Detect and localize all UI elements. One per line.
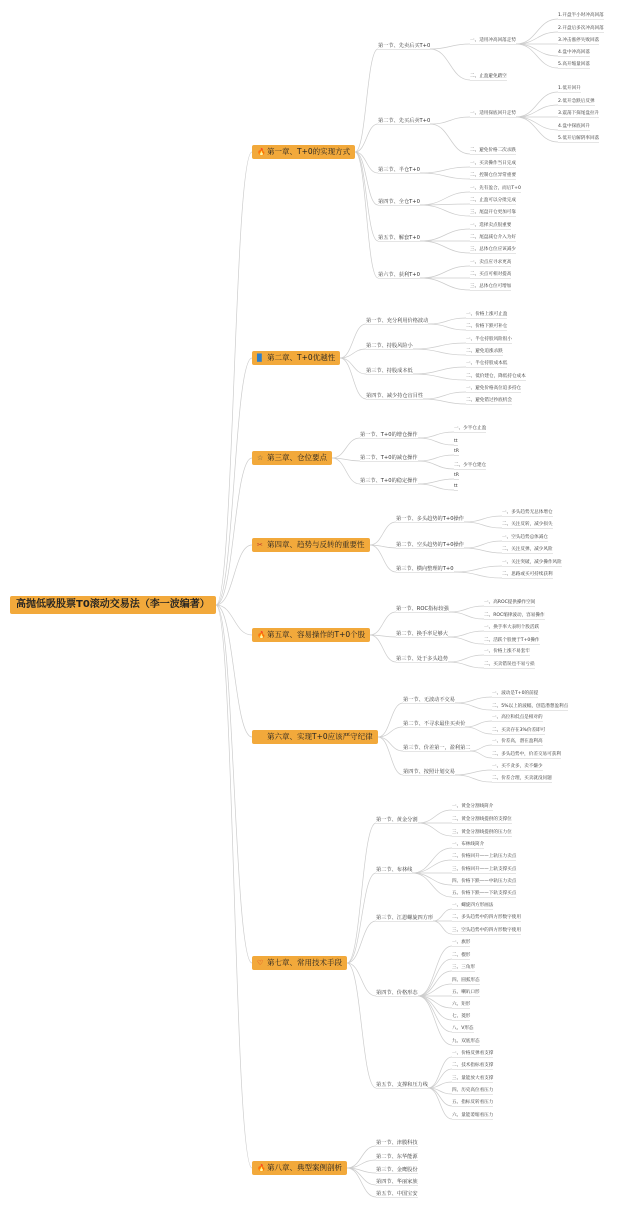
node-label: 第二节、不寻求最佳买卖价 [403, 720, 466, 727]
leaf-node [558, 27, 604, 32]
node-label: 第三节、横向整理的T+0 [396, 565, 454, 572]
node-label: 一、关注突破，减少操作风险 [502, 559, 562, 565]
node-label: tR [454, 472, 459, 478]
subtopic-node [484, 663, 535, 668]
node-label: 二、控制仓位异常重要 [470, 172, 516, 178]
node-label: 一、波动是T+0的前提 [492, 690, 539, 696]
section-node [376, 1141, 418, 1146]
node-label: 二、关注反转，减少损失 [502, 521, 553, 527]
subtopic-node [502, 548, 553, 553]
subtopic-node [452, 818, 512, 823]
section-node [396, 607, 449, 612]
node-label: 第二节、T+0的减仓操作 [360, 454, 418, 461]
node-label: 一、布林线简介 [452, 841, 485, 847]
subtopic-node [452, 843, 484, 848]
node-label: 一、多头趋势无总体增仓 [502, 509, 553, 515]
node-label: 第四节、华丽家族 [376, 1178, 418, 1185]
subtopic-node [470, 224, 511, 229]
node-label: 一、选择卖点很重要 [470, 222, 512, 228]
node-label: 1.开盘半小时冲高回落 [558, 12, 604, 18]
node-label: 1.低开回升 [558, 85, 581, 91]
root-node [10, 596, 216, 614]
chapter-node [252, 538, 370, 552]
subtopic-node [492, 716, 543, 721]
subtopic-node [470, 236, 516, 241]
subtopic-node [502, 561, 562, 566]
node-label: 二、买卖存在3%价差即可 [492, 727, 546, 733]
node-label: 一、空头趋势总体减仓 [502, 534, 548, 540]
subtopic-node [492, 692, 538, 697]
node-label: 5.高开缩量回落 [558, 61, 590, 67]
subtopic-node [452, 916, 521, 921]
section-node [378, 119, 430, 124]
node-label: 一、高位和低点是相对的 [492, 714, 543, 720]
section-node [366, 344, 413, 349]
node-label: 二、楔形 [452, 952, 471, 958]
heart-icon: ♡ [257, 959, 264, 967]
node-label: 一、换手率大表明个股活跃 [484, 624, 540, 630]
subtopic-node [470, 261, 511, 266]
subtopic-node [452, 966, 475, 971]
node-label: 二、买卖错误也不易亏损 [484, 661, 535, 667]
node-label: 二、少半仓建仓 [454, 462, 487, 468]
subtopic-node [502, 536, 548, 541]
subtopic-node [470, 187, 521, 192]
node-label: 第二节、空头趋势的T+0操作 [396, 541, 464, 548]
section-node [376, 868, 412, 873]
node-label: 第四章、趋势与反转的重要性 [267, 540, 365, 549]
subtopic-node [454, 464, 486, 469]
node-label: 一、避免价格高位追多持仓 [466, 385, 522, 391]
node-label: 第一节、充分利用价格波动 [366, 317, 429, 324]
section-node [396, 632, 448, 637]
section-node [378, 273, 420, 278]
node-label: 二、5%以上的波幅，创造潜想盈利点 [492, 703, 569, 709]
subtopic-node [492, 765, 543, 770]
node-label: 二、关注反弹，减少风险 [502, 546, 553, 552]
node-label: 三、量能放大看支撑 [452, 1075, 494, 1081]
section-node [403, 698, 455, 703]
node-label: 三、三角形 [452, 964, 475, 970]
subtopic-node [466, 350, 503, 355]
section-node [396, 543, 464, 548]
chapter-node [252, 730, 378, 744]
node-label: 第一节、津膜科技 [376, 1139, 418, 1146]
section-node [366, 394, 423, 399]
subtopic-node [470, 75, 507, 80]
node-label: 第二节、换手率足够大 [396, 630, 448, 637]
section-node [360, 479, 418, 484]
node-label: 二、价格下跌可补仓 [466, 323, 508, 329]
node-label: 3.震荡下探尾盘拉升 [558, 110, 600, 116]
sun-icon: ☀ [257, 733, 264, 741]
node-label: 一、适用探底回升走势 [470, 110, 516, 116]
subtopic-node [452, 979, 480, 984]
section-node [403, 746, 470, 751]
subtopic-node [492, 740, 543, 745]
node-label: 第三节、T+0的稳定操作 [360, 477, 418, 484]
node-label: 二、黄金分割线提供的支撑位 [452, 816, 512, 822]
subtopic-node [470, 174, 516, 179]
subtopic-node [452, 1027, 474, 1032]
chapter-node [252, 628, 370, 642]
leaf-node [558, 137, 599, 142]
node-label: 五、价格下跌——下轨支撑买点 [452, 890, 517, 896]
node-label: 2.开盘后多次冲高回落 [558, 25, 604, 31]
subtopic-node [454, 450, 459, 455]
subtopic-node [452, 805, 493, 810]
subtopic-node [470, 39, 516, 44]
subtopic-node [492, 729, 545, 734]
node-label: 三、尾盘开仓更加可靠 [470, 209, 516, 215]
node-label: 4.盘中冲高回落 [558, 49, 590, 55]
node-label: 一、买卖操作当日完成 [470, 160, 516, 166]
section-node [378, 200, 420, 205]
subtopic-node [502, 573, 553, 578]
subtopic-node [502, 523, 553, 528]
section-node [378, 168, 420, 173]
subtopic-node [492, 777, 552, 782]
node-label: 一、旗形 [452, 939, 471, 945]
section-node [396, 567, 454, 572]
node-label: 第一节、ROC指标较强 [396, 605, 449, 612]
node-label: 三、价格回升——上轨支撑买点 [452, 866, 517, 872]
node-label: tt [454, 438, 458, 444]
section-node [396, 517, 464, 522]
node-label: 第八章、典型案例剖析 [267, 1163, 342, 1172]
flame-icon: 🔥 [257, 148, 266, 156]
node-label: 一、半仓持股成本低 [466, 360, 508, 366]
chapter-node [252, 451, 332, 465]
node-label: 一、卖点应寻求更高 [470, 259, 512, 265]
subtopic-node [452, 1052, 493, 1057]
node-label: 二、多头趋势中，价差交易可获利 [492, 751, 561, 757]
section-node [360, 456, 418, 461]
node-label: 第二节、布林线 [376, 866, 413, 873]
node-label: 五、指标反转看压力 [452, 1099, 494, 1105]
node-label: 一、买不贪多，卖不嫌少 [492, 763, 543, 769]
node-label: 一、价格反弹看支撑 [452, 1050, 494, 1056]
subtopic-node [466, 387, 521, 392]
subtopic-node [484, 601, 535, 606]
star-icon: ☆ [257, 454, 264, 462]
node-label: 一、高ROC提供操作空间 [484, 599, 536, 605]
subtopic-node [452, 880, 516, 885]
node-label: 第三节、持股成本低 [366, 367, 413, 374]
section-node [366, 369, 413, 374]
subtopic-node [484, 650, 530, 655]
subtopic-node [452, 892, 516, 897]
node-label: 一、价格上涨可止盈 [466, 311, 508, 317]
leaf-node [558, 51, 590, 56]
section-node [376, 1168, 418, 1173]
node-label: 六、矩形 [452, 1001, 471, 1007]
chapter-node [252, 1161, 347, 1175]
subtopic-node [452, 868, 516, 873]
node-label: 第三节、半仓T+0 [378, 166, 420, 173]
subtopic-node [470, 199, 516, 204]
node-label: 第三节、价差第一，盈利第二 [403, 744, 471, 751]
subtopic-node [452, 1040, 480, 1045]
subtopic-node [470, 248, 516, 253]
node-label: 第六章、实现T+0应该严守纪律 [267, 732, 373, 741]
section-node [376, 1192, 418, 1197]
subtopic-node [452, 991, 480, 996]
subtopic-node [470, 211, 516, 216]
node-label: 三、黄金分割线提供的压力位 [452, 829, 512, 835]
subtopic-node [470, 162, 516, 167]
node-label: 二、技术指标看支撑 [452, 1062, 494, 1068]
tools-icon: ✂ [257, 541, 263, 549]
subtopic-node [452, 941, 470, 946]
node-label: 第四节、按照计划交易 [403, 768, 455, 775]
node-label: 一、少半仓止盈 [454, 425, 487, 431]
node-label: 第六节、获利T+0 [378, 271, 420, 278]
node-label: 七、菱形 [452, 1013, 471, 1019]
section-node [376, 916, 433, 921]
subtopic-node [470, 112, 516, 117]
section-node [403, 770, 455, 775]
node-label: 三、空头趋势中的四方形数字使用 [452, 927, 521, 933]
node-label: 5.低开后解阴率回落 [558, 135, 600, 141]
node-label: 二、活跃个股便于T+0操作 [484, 637, 540, 643]
node-label: 四、价格下跌——中轨压力卖点 [452, 878, 517, 884]
subtopic-node [452, 855, 516, 860]
section-node [366, 319, 428, 324]
node-label: 一、先有盈合，而后T+0 [470, 185, 521, 191]
subtopic-node [470, 285, 511, 290]
subtopic-node [452, 1077, 493, 1082]
subtopic-node [454, 485, 458, 490]
subtopic-node [492, 705, 568, 710]
node-label: 第二节、东华能源 [376, 1153, 418, 1160]
node-label: 九、双底形态 [452, 1038, 480, 1044]
node-label: 第一节、黄金分割 [376, 816, 418, 823]
node-label: 第三节、金鹰股份 [376, 1166, 418, 1173]
subtopic-node [452, 1064, 493, 1069]
node-label: 二、价格回升——上轨压力卖点 [452, 853, 517, 859]
section-node [378, 236, 420, 241]
node-label: 第四节、价格形态 [376, 989, 418, 996]
node-label: 二、避免错过抄底机会 [466, 397, 512, 403]
node-label: 一、适用冲高回落走势 [470, 37, 516, 43]
chapter-node [252, 956, 347, 970]
subtopic-node [470, 149, 516, 154]
subtopic-node [470, 273, 511, 278]
node-label: 第二节、持股风险小 [366, 342, 413, 349]
subtopic-node [452, 929, 521, 934]
node-label: 二、思路或买可持续获利 [502, 571, 553, 577]
node-label: 二、避免追涨杀跌 [466, 348, 503, 354]
leaf-node [558, 87, 581, 92]
section-node [376, 991, 418, 996]
node-label: 八、V形态 [452, 1025, 474, 1031]
flame-icon: 🔥 [257, 631, 266, 639]
chapter-node [252, 351, 340, 365]
node-label: 第一节、无波动不交易 [403, 696, 455, 703]
node-label: 二、止盈避免踏空 [470, 73, 507, 79]
flame-icon: 🔥 [257, 1164, 266, 1172]
node-label: 第一节、先卖后买T+0 [378, 42, 431, 49]
subtopic-node [484, 626, 539, 631]
node-label: 三、总体仓位应该减少 [470, 246, 516, 252]
node-label: 第一节、多头趋势的T+0操作 [396, 515, 464, 522]
section-node [360, 433, 418, 438]
node-label: 五、喇叭口形 [452, 989, 480, 995]
node-label: 第五节、解套T+0 [378, 234, 420, 241]
node-label: 一、螺旋四方形画法 [452, 902, 494, 908]
node-label: 第三节、江恩螺旋四方形 [376, 914, 434, 921]
subtopic-node [452, 954, 470, 959]
section-node [378, 44, 430, 49]
node-label: 高抛低吸股票T0滚动交易法（李一波编著） [16, 599, 210, 610]
node-label: 4.盘中探底回升 [558, 123, 590, 129]
node-label: 一、黄金分割线简介 [452, 803, 494, 809]
node-label: 2.低开急跌后反弹 [558, 98, 595, 104]
node-label: 二、尾盘减仓介入为好 [470, 234, 516, 240]
subtopic-node [466, 362, 507, 367]
subtopic-node [492, 753, 561, 758]
leaf-node [558, 14, 604, 19]
node-label: 第七章、常用技术手段 [267, 958, 342, 967]
section-node [376, 1180, 418, 1185]
leaf-node [558, 125, 590, 130]
subtopic-node [466, 375, 526, 380]
leaf-node [558, 63, 590, 68]
node-label: 一、半仓持股风险很小 [466, 336, 512, 342]
node-label: 四、历史高位看压力 [452, 1087, 494, 1093]
node-label: 二、避免价格二次杀跌 [470, 147, 516, 153]
section-node [396, 657, 448, 662]
node-label: 第四节、全仓T+0 [378, 198, 420, 205]
node-label: 第五节、中国宝安 [376, 1190, 418, 1197]
node-label: 一、价格上涨不易套牢 [484, 648, 530, 654]
node-label: 六、量能萎缩看压力 [452, 1112, 494, 1118]
node-label: 三、总体仓位可增加 [470, 283, 512, 289]
node-label: 第五节、支撑和压力线 [376, 1081, 428, 1088]
section-node [376, 818, 418, 823]
subtopic-node [502, 511, 553, 516]
node-label: 第二章、T+0优越性 [267, 353, 336, 362]
section-node [403, 722, 465, 727]
subtopic-node [454, 440, 458, 445]
subtopic-node [452, 904, 493, 909]
node-label: 二、止盈可以分批完成 [470, 197, 516, 203]
node-label: 第二节、先买后卖T+0 [378, 117, 431, 124]
node-label: 一、价差高，潜在盈利高 [492, 738, 543, 744]
leaf-node [558, 39, 599, 44]
node-label: 第一节、T+0的增仓操作 [360, 431, 418, 438]
node-label: tt [454, 483, 458, 489]
subtopic-node [484, 639, 540, 644]
leaf-node [558, 112, 599, 117]
node-label: 二、多头趋势中的四方形数字使用 [452, 914, 521, 920]
node-label: 二、低价建仓，降低持仓成本 [466, 373, 526, 379]
node-label: 第四节、减少持仓盲目性 [366, 392, 424, 399]
node-label: 3.冲击涨停失败回落 [558, 37, 600, 43]
node-label: 四、圆弧形态 [452, 977, 480, 983]
node-label: tR [454, 448, 459, 454]
subtopic-node [452, 1089, 493, 1094]
node-label: 二、买点可相对提高 [470, 271, 512, 277]
subtopic-node [466, 338, 512, 343]
node-label: 第一章、T+0的实现方式 [267, 147, 351, 156]
node-label: 二、ROC缩律波动，容易操作 [484, 612, 545, 618]
subtopic-node [466, 325, 507, 330]
book-icon: ▉ [257, 354, 263, 362]
subtopic-node [452, 1003, 470, 1008]
subtopic-node [452, 831, 512, 836]
subtopic-node [452, 1015, 470, 1020]
subtopic-node [454, 474, 459, 479]
subtopic-node [484, 614, 545, 619]
node-label: 二、价差合理，买卖就没问题 [492, 775, 552, 781]
node-label: 第三章、仓位要点 [267, 453, 327, 462]
subtopic-node [466, 313, 507, 318]
subtopic-node [466, 399, 512, 404]
node-label: 第三节、处于多头趋势 [396, 655, 448, 662]
subtopic-node [452, 1114, 493, 1119]
subtopic-node [452, 1101, 493, 1106]
subtopic-node [454, 427, 486, 432]
section-node [376, 1155, 418, 1160]
chapter-node [252, 145, 355, 159]
section-node [376, 1083, 428, 1088]
node-label: 第五章、容易操作的T+0个股 [267, 630, 366, 639]
leaf-node [558, 100, 595, 105]
